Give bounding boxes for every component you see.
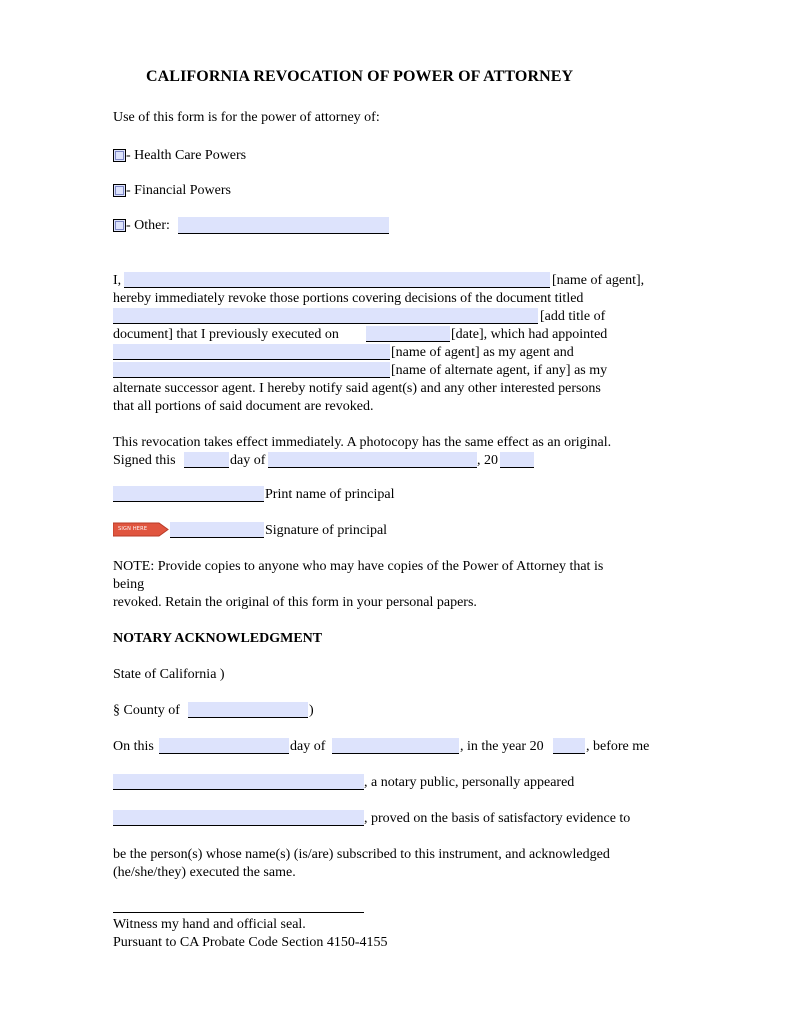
revoke-line-5-end: [name of agent] as my agent and [391, 345, 574, 360]
proved-label: , proved on the basis of satisfactory evidence to [364, 811, 631, 826]
notary-signature-line[interactable] [113, 912, 364, 913]
signed-year-field[interactable] [500, 452, 534, 468]
revoke-line-1-start: I, [113, 273, 122, 288]
notary-heading: NOTARY ACKNOWLEDGMENT [113, 631, 323, 646]
signature-field[interactable] [170, 522, 264, 538]
appeared-person-field[interactable] [113, 810, 364, 826]
notary-year-field[interactable] [553, 738, 585, 754]
acknowledge-line-2: (he/she/they) executed the same. [113, 865, 296, 880]
signed-this-label: Signed this [113, 453, 176, 468]
print-name-label: Print name of principal [265, 487, 395, 502]
financial-checkbox[interactable] [113, 184, 126, 197]
county-field[interactable] [188, 702, 308, 718]
executed-date-field[interactable] [366, 326, 450, 342]
state-line: State of California ) [113, 667, 225, 682]
agent-appointed-field[interactable] [113, 344, 390, 360]
notary-day-field[interactable] [159, 738, 289, 754]
sign-here-flag[interactable] [113, 522, 169, 537]
revoke-line-7: alternate successor agent. I hereby notify said agent(s) and any other interested persons [113, 381, 601, 396]
note-line-3: revoked. Retain the original of this form in your personal papers. [113, 595, 477, 610]
revoke-line-2: hereby immediately revoke those portions covering decisions of the document titled [113, 291, 584, 306]
revoke-line-4-start: document] that I previously executed on [113, 327, 339, 342]
acknowledge-line-1: be the person(s) whose name(s) (is/are) subscribed to this instrument, and acknowledged [113, 847, 610, 862]
pursuant-line: Pursuant to CA Probate Code Section 4150-4155 [113, 935, 388, 950]
notary-month-field[interactable] [332, 738, 459, 754]
other-label: - Other: [126, 218, 170, 233]
signed-day-field[interactable] [184, 452, 229, 468]
note-line-2: being [113, 577, 145, 592]
county-close: ) [309, 703, 314, 718]
notary-name-field[interactable] [113, 774, 364, 790]
note-line-1: NOTE: Provide copies to anyone who may have copies of the Power of Attorney that is [113, 559, 604, 574]
notary-day-of-label: day of [290, 739, 326, 754]
sign-here-text: SIGN HERE [118, 526, 148, 532]
other-field[interactable] [178, 217, 389, 234]
intro-text: Use of this form is for the power of attorney of: [113, 110, 380, 125]
page-title: CALIFORNIA REVOCATION OF POWER OF ATTORNEY [146, 68, 574, 85]
revoke-line-3-end: [add title of [540, 309, 606, 324]
in-year-label: , in the year 20 [460, 739, 544, 754]
agent-name-field[interactable] [124, 272, 550, 288]
revoke-line-1-end: [name of agent], [552, 273, 645, 288]
year-prefix-label: , 20 [477, 453, 498, 468]
document-title-field[interactable] [113, 308, 538, 324]
notary-public-label: , a notary public, personally appeared [364, 775, 575, 790]
health-care-label: - Health Care Powers [126, 148, 247, 163]
signature-label: Signature of principal [265, 523, 388, 538]
effect-line: This revocation takes effect immediately. A photocopy has the same effect as an original. [113, 435, 612, 450]
on-this-label: On this [113, 739, 154, 754]
revoke-line-6-end: [name of alternate agent, if any] as my [391, 363, 608, 378]
day-of-label: day of [230, 453, 266, 468]
witness-line: Witness my hand and official seal. [113, 917, 306, 932]
print-name-field[interactable] [113, 486, 264, 502]
alternate-agent-field[interactable] [113, 362, 390, 378]
revoke-line-8: that all portions of said document are revoked. [113, 399, 374, 414]
financial-label: - Financial Powers [126, 183, 231, 198]
signed-month-field[interactable] [268, 452, 477, 468]
revoke-line-4-end: [date], which had appointed [451, 327, 608, 342]
county-label: § County of [113, 703, 180, 718]
before-me-label: , before me [586, 739, 650, 754]
health-care-checkbox[interactable] [113, 149, 126, 162]
other-checkbox[interactable] [113, 219, 126, 232]
